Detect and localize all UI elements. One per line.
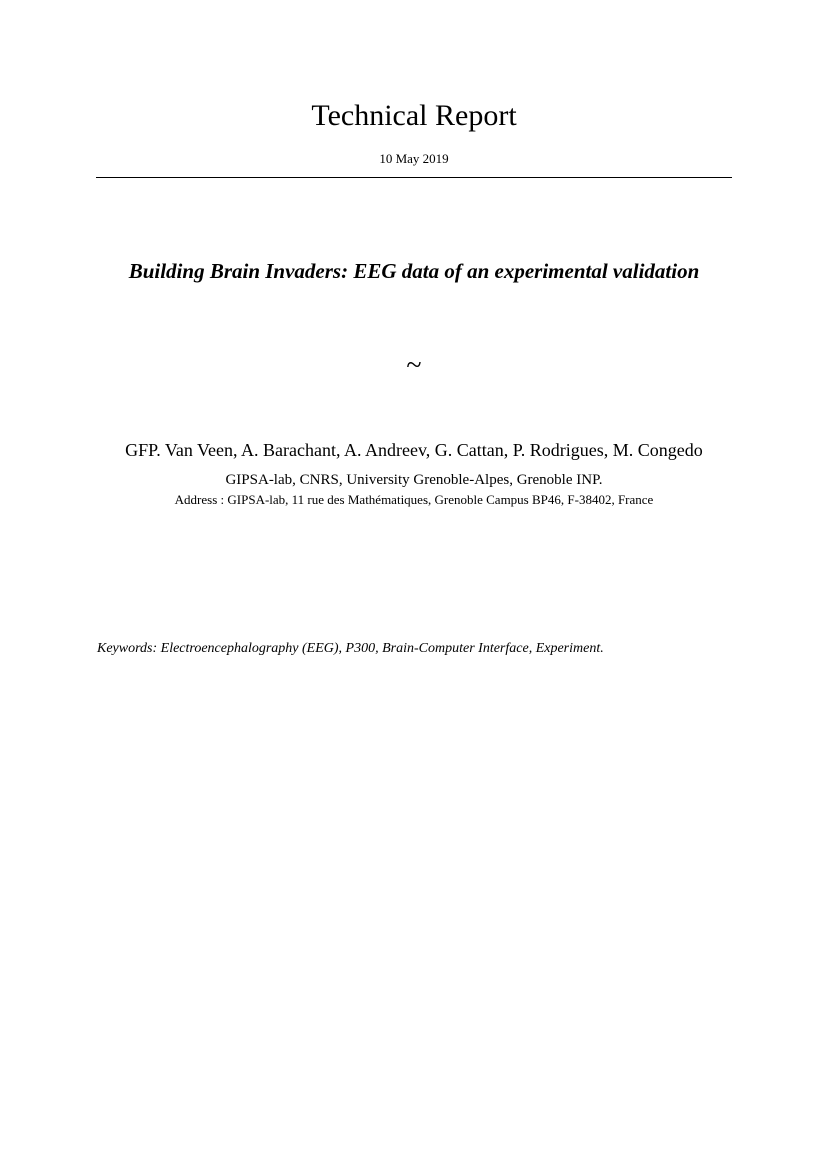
report-title: Technical Report: [311, 99, 517, 132]
report-date: 10 May 2019: [379, 151, 449, 166]
keywords: Keywords: Electroencephalography (EEG), P300, Brain-Computer Interface, Experiment.: [97, 641, 604, 656]
author-list: GFP. Van Veen, A. Barachant, A. Andreev, G. Cattan, P. Rodrigues, M. Congedo: [125, 440, 703, 460]
title-separator: ~: [406, 350, 422, 381]
address: Address : GIPSA-lab, 11 rue des Mathématiques, Grenoble Campus BP46, F-38402, France: [174, 492, 654, 507]
paper-title: Building Brain Invaders: EEG data of an experimental validation: [128, 259, 700, 283]
affiliation: GIPSA-lab, CNRS, University Grenoble-Alpes, Grenoble INP.: [225, 472, 603, 488]
header-rule: [96, 177, 732, 178]
